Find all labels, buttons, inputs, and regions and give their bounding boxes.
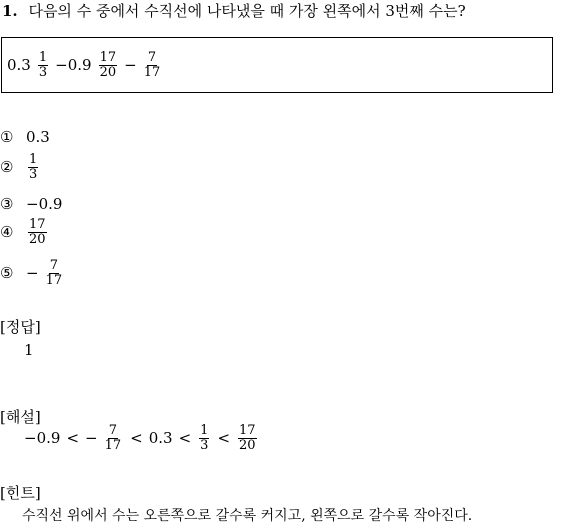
box-item-decimal: 0.3: [7, 56, 31, 74]
question-number: 1.: [2, 2, 18, 20]
option-2[interactable]: [0, 153, 40, 181]
answer-value: 1: [24, 341, 34, 359]
option-4[interactable]: [0, 218, 49, 246]
option-value: 0.3: [26, 128, 50, 146]
hint-label: [힌트]: [0, 484, 41, 502]
hint-text: 수직선 위에서 수는 오른쪽으로 갈수록 커지고, 왼쪽으로 갈수록 작아진다.: [22, 508, 473, 524]
number-box: [1, 37, 553, 93]
option-marker: ②: [0, 158, 14, 177]
box-item-negative-decimal: −0.9: [55, 56, 92, 74]
question-header: [2, 0, 466, 21]
box-item-fraction-17-20: $\frac{17}{20}$: [99, 49, 117, 80]
option-fraction: $\frac{1}{3}$: [29, 152, 38, 182]
box-item-negative-fraction: − $\frac{7}{17}$: [124, 49, 161, 80]
option-fraction: $\frac{17}{20}$: [29, 217, 46, 247]
explanation-label: [해설]: [0, 408, 41, 426]
question-text: 다음의 수 중에서 수직선에 나타냈을 때 가장 왼쪽에서 3번째 수는?: [28, 2, 466, 20]
option-fraction: $\frac{7}{17}$: [45, 258, 63, 288]
option-marker: ①: [0, 128, 14, 146]
option-value: −0.9: [26, 195, 63, 213]
option-sign: −: [26, 264, 39, 283]
explanation-inequality: −0.9 < − $\frac{7}{17}$ < 0.3 < $\frac{1}{3}$ < $\frac{17}{20}$: [24, 423, 256, 453]
option-5[interactable]: [0, 259, 65, 287]
option-1[interactable]: [0, 128, 50, 146]
option-marker: ③: [0, 195, 14, 213]
option-marker: ⑤: [0, 264, 14, 283]
option-3[interactable]: [0, 195, 62, 213]
option-marker: ④: [0, 223, 14, 242]
answer-label: [정답]: [0, 318, 41, 336]
box-item-fraction-1-3: $\frac{1}{3}$: [38, 49, 48, 80]
